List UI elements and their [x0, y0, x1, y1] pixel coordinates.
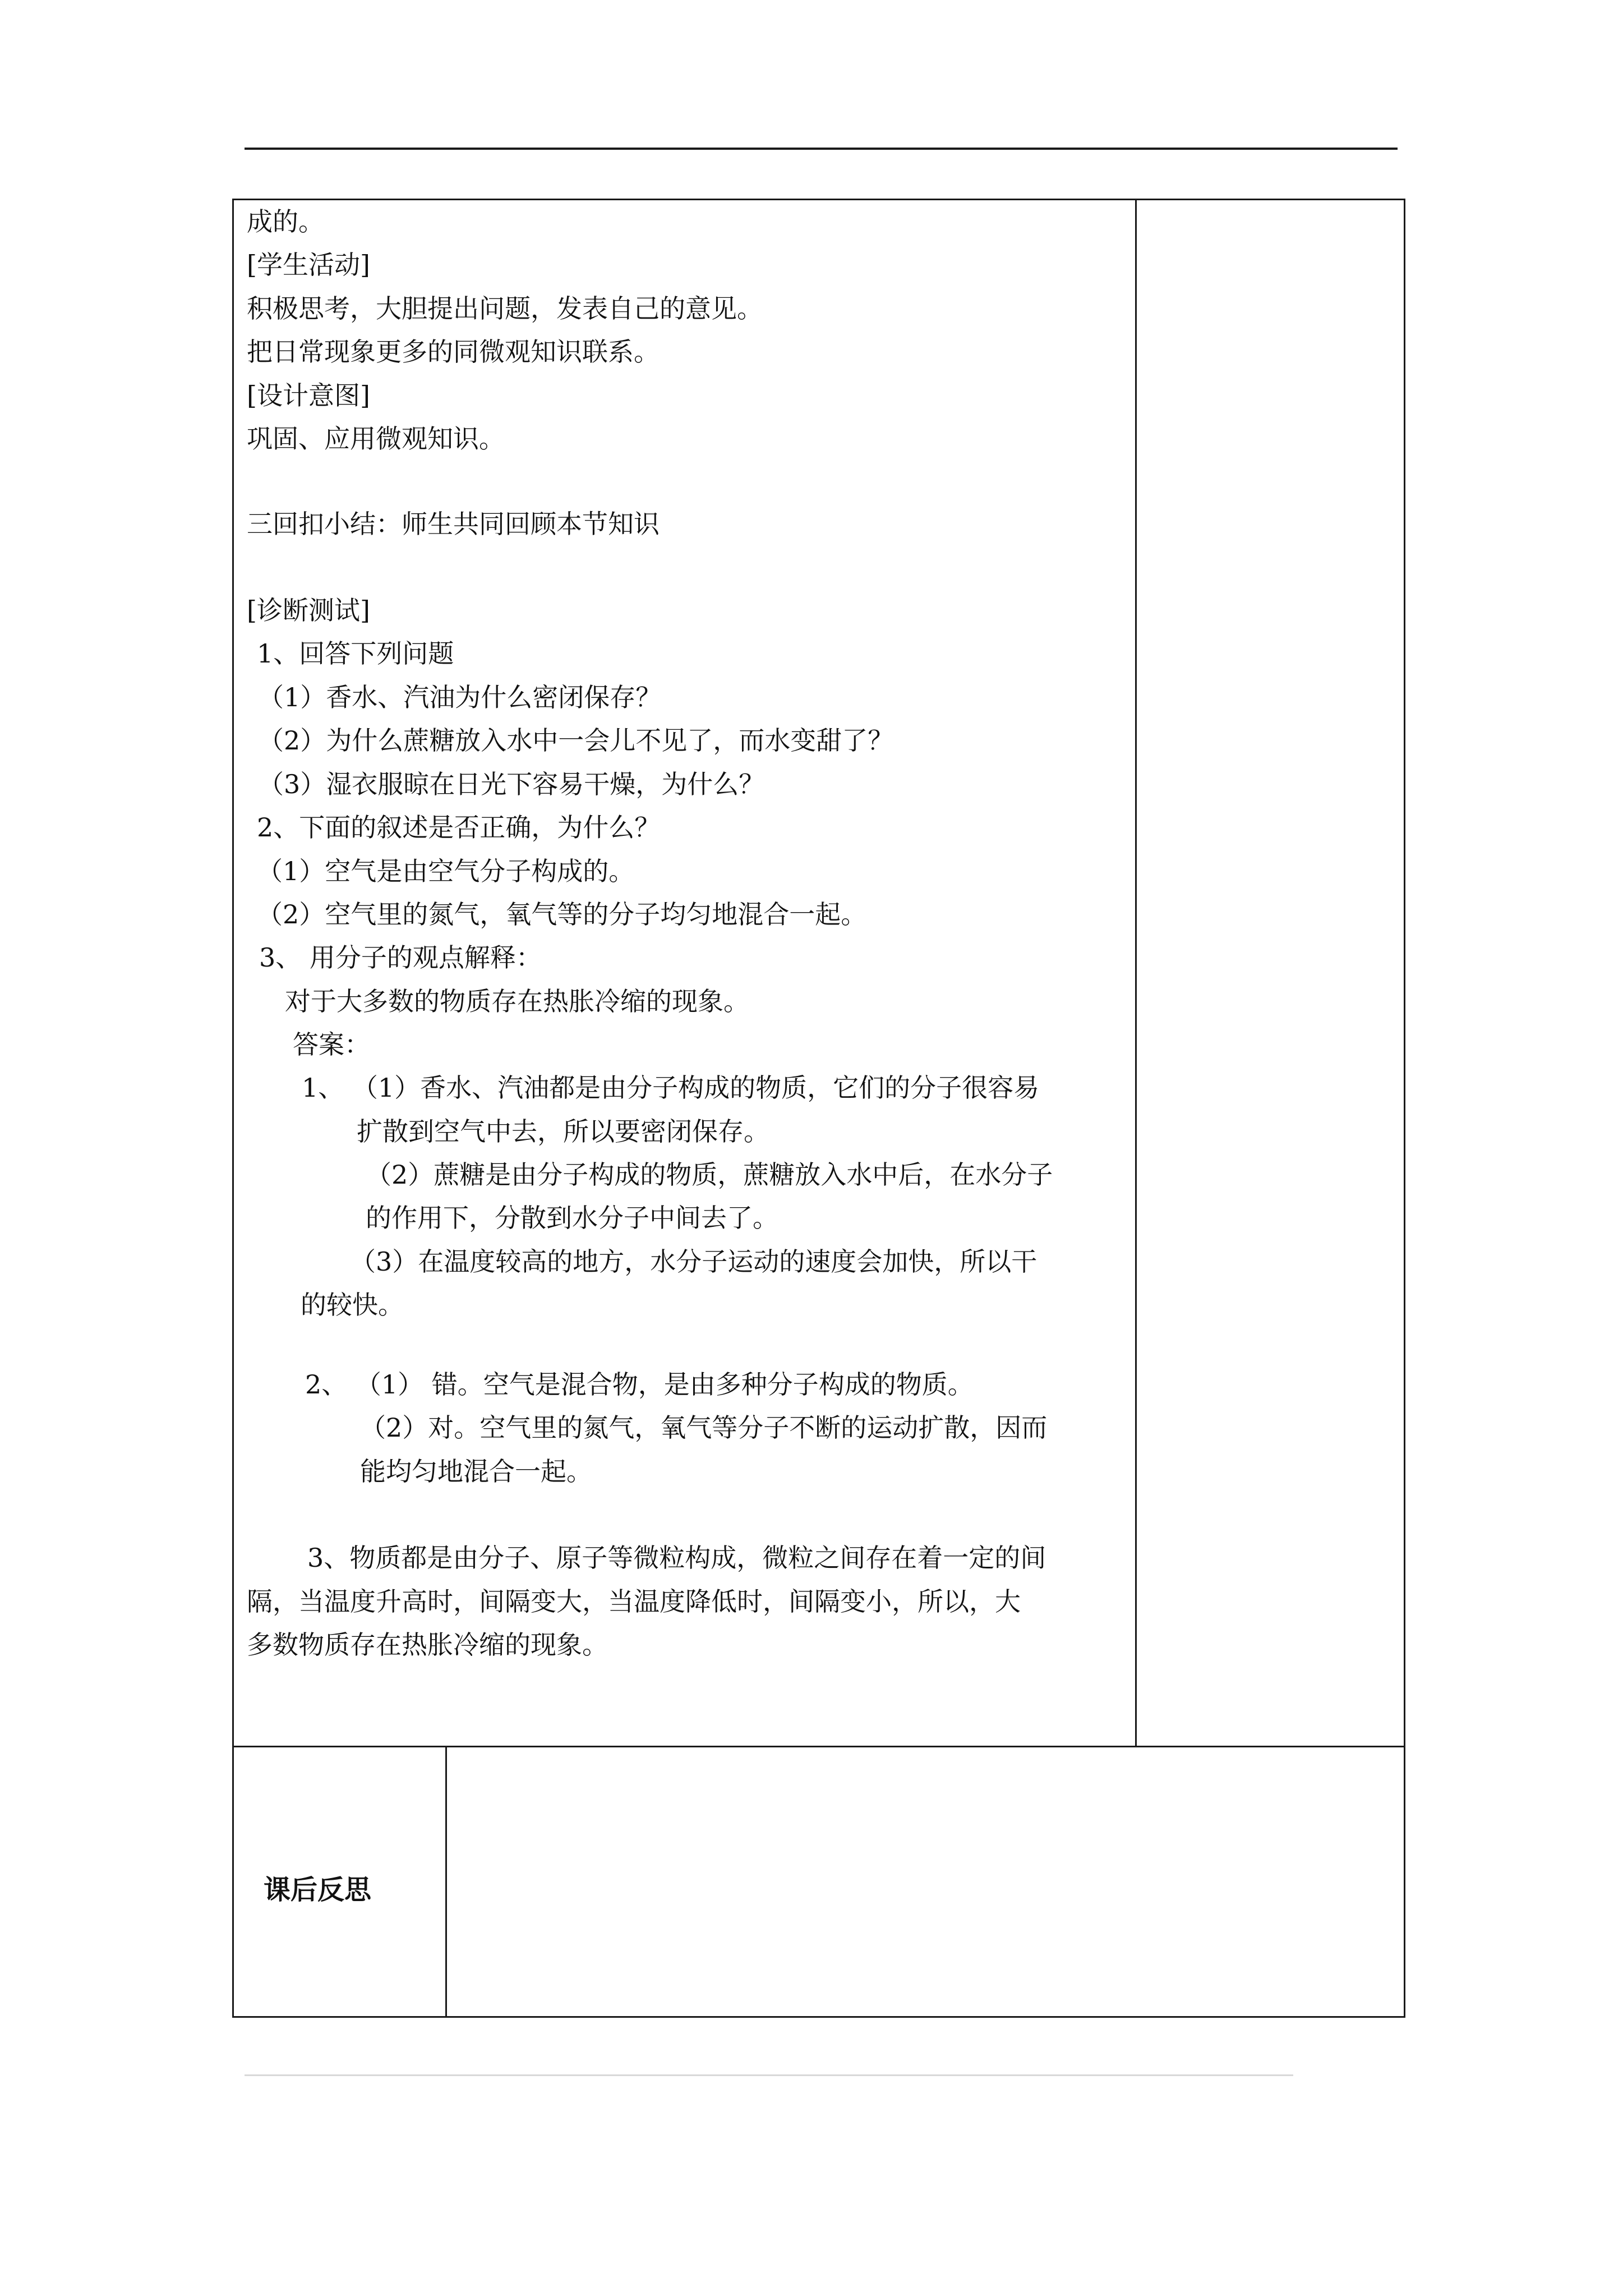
- table-right-column-divider: [1135, 199, 1137, 1746]
- text-line: （3）在温度较高的地方，水分子运动的速度会加快，所以干: [350, 1246, 1038, 1277]
- text-line: 成的。: [247, 206, 324, 237]
- text-line: 扩散到空气中去，所以要密闭保存。: [357, 1116, 769, 1147]
- text-line: 对于大多数的物质存在热胀冷缩的现象。: [285, 986, 749, 1016]
- table-label-column-divider: [445, 1746, 447, 2018]
- text-line: 三回扣小结：师生共同回顾本节知识: [247, 509, 660, 539]
- text-line: 3、物质都是由分子、原子等微粒构成，微粒之间存在着一定的间: [307, 1543, 1046, 1573]
- text-line: [诊断测试]: [247, 595, 370, 625]
- header-rule: [245, 148, 1398, 150]
- text-line: 的较快。: [301, 1290, 404, 1320]
- text-line: 3、 用分子的观点解释：: [259, 942, 542, 973]
- text-line: （2）蔗糖是由分子构成的物质，蔗糖放入水中后，在水分子: [366, 1159, 1053, 1190]
- text-line: 1、回答下列问题: [257, 638, 454, 669]
- text-line: 多数物质存在热胀冷缩的现象。: [247, 1630, 608, 1660]
- text-line: 的作用下，分散到水分子中间去了。: [366, 1203, 778, 1233]
- table-row-divider: [232, 1746, 1405, 1747]
- text-line: （3）湿衣服晾在日光下容易干燥，为什么？: [258, 769, 765, 799]
- text-line: 巩固、应用微观知识。: [247, 424, 505, 454]
- text-line: [设计意图]: [247, 380, 370, 411]
- text-line: （2）空气里的氮气，氧气等的分子均匀地混合一起。: [257, 899, 867, 930]
- text-line: 1、 （1）香水、汽油都是由分子构成的物质，它们的分子很容易: [302, 1073, 1040, 1103]
- text-line: 答案：: [293, 1029, 370, 1060]
- text-line: （2）为什么蔗糖放入水中一会儿不见了，而水变甜了？: [258, 725, 894, 756]
- text-line: （2）对。空气里的氮气，氧气等分子不断的运动扩散，因而: [360, 1412, 1048, 1443]
- text-line: 能均匀地混合一起。: [360, 1456, 592, 1487]
- text-line: （1）香水、汽油为什么密闭保存？: [258, 682, 662, 712]
- text-line: 2、 （1） 错。空气是混合物，是由多种分子构成的物质。: [305, 1369, 974, 1400]
- lesson-table: [232, 199, 1405, 2018]
- text-line: 隔，当温度升高时，间隔变大，当温度降低时，间隔变小，所以，大: [247, 1586, 1021, 1617]
- text-line: 积极思考，大胆提出问题，发表自己的意见。: [247, 293, 763, 324]
- text-line: （1）空气是由空气分子构成的。: [257, 856, 635, 886]
- text-line: 把日常现象更多的同微观知识联系。: [247, 337, 660, 367]
- text-line: 2、下面的叙述是否正确，为什么？: [257, 812, 661, 843]
- text-line: [学生活动]: [247, 250, 370, 280]
- reflection-label: 课后反思: [264, 1874, 372, 1906]
- footer-rule: [245, 2074, 1293, 2076]
